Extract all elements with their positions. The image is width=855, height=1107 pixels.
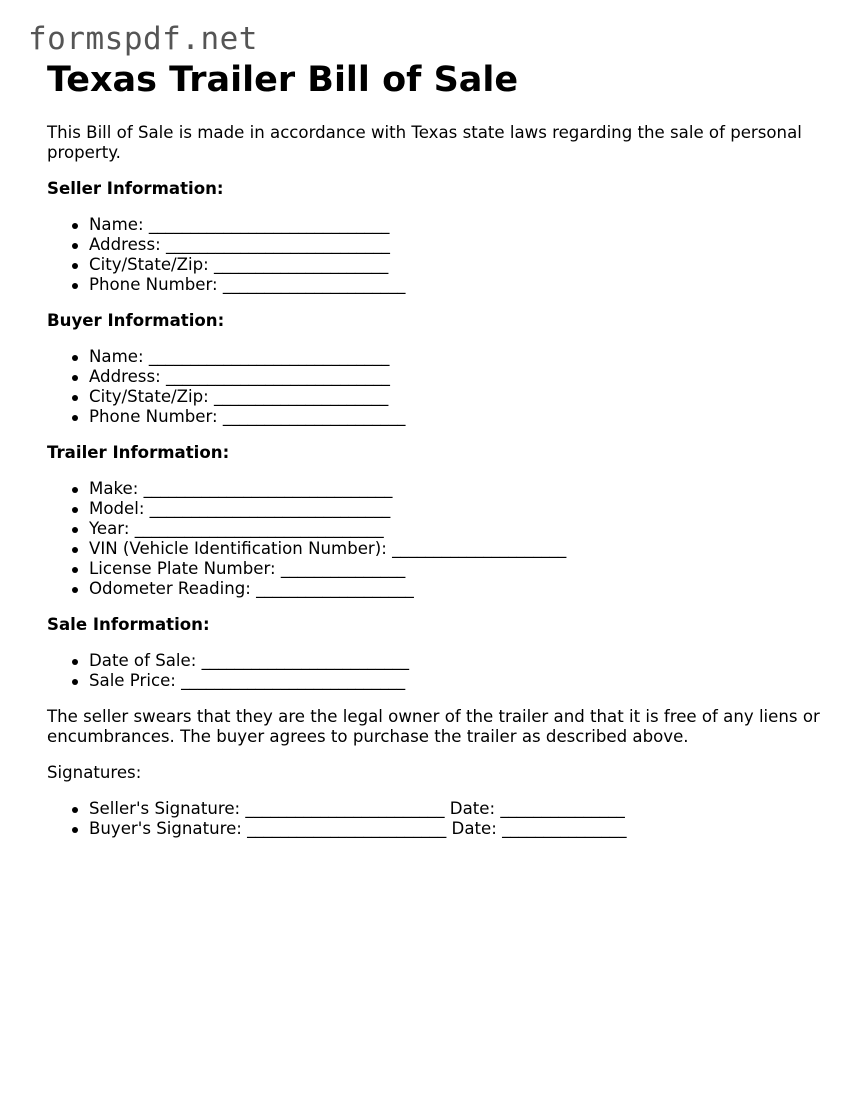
buyer-signature-field[interactable]: Buyer's Signature: ________________________ Date: _______________ [89,819,837,839]
trailer-license-plate-field[interactable]: License Plate Number: _______________ [89,559,837,579]
sale-price-field[interactable]: Sale Price: ___________________________ [89,671,837,691]
trailer-year-field[interactable]: Year: ______________________________ [89,519,837,539]
buyer-address-field[interactable]: Address: ___________________________ [89,367,837,387]
trailer-make-field[interactable]: Make: ______________________________ [89,479,837,499]
buyer-city-state-zip-field[interactable]: City/State/Zip: _____________________ [89,387,837,407]
signatures-list [47,799,837,839]
seller-name-field[interactable]: Name: _____________________________ [89,215,837,235]
seller-address-field[interactable]: Address: ___________________________ [89,235,837,255]
trailer-heading: Trailer Information: [47,443,230,462]
closing-paragraph: The seller swears that they are the legal owner of the trailer and that it is free of any liens or encumbrances. The buyer agrees to purchase the trailer as described above. [47,707,820,746]
seller-heading: Seller Information: [47,179,224,198]
seller-city-state-zip-field[interactable]: City/State/Zip: _____________________ [89,255,837,275]
sale-heading: Sale Information: [47,615,210,634]
site-watermark: formspdf.net [28,21,258,57]
trailer-model-field[interactable]: Model: _____________________________ [89,499,837,519]
buyer-name-field[interactable]: Name: _____________________________ [89,347,837,367]
trailer-vin-field[interactable]: VIN (Vehicle Identification Number): _____________________ [89,539,837,559]
bill-of-sale-document [47,58,837,839]
buyer-fields-list [47,347,837,427]
trailer-fields-list [47,479,837,599]
document-title: Texas Trailer Bill of Sale [47,60,519,100]
trailer-odometer-field[interactable]: Odometer Reading: ___________________ [89,579,837,599]
signatures-label: Signatures: [47,763,142,782]
sale-fields-list [47,651,837,691]
seller-phone-field[interactable]: Phone Number: ______________________ [89,275,837,295]
intro-paragraph: This Bill of Sale is made in accordance with Texas state laws regarding the sale of personal property. [47,123,802,162]
sale-date-field[interactable]: Date of Sale: _________________________ [89,651,837,671]
buyer-heading: Buyer Information: [47,311,225,330]
buyer-phone-field[interactable]: Phone Number: ______________________ [89,407,837,427]
seller-signature-field[interactable]: Seller's Signature: ________________________ Date: _______________ [89,799,837,819]
seller-fields-list [47,215,837,295]
